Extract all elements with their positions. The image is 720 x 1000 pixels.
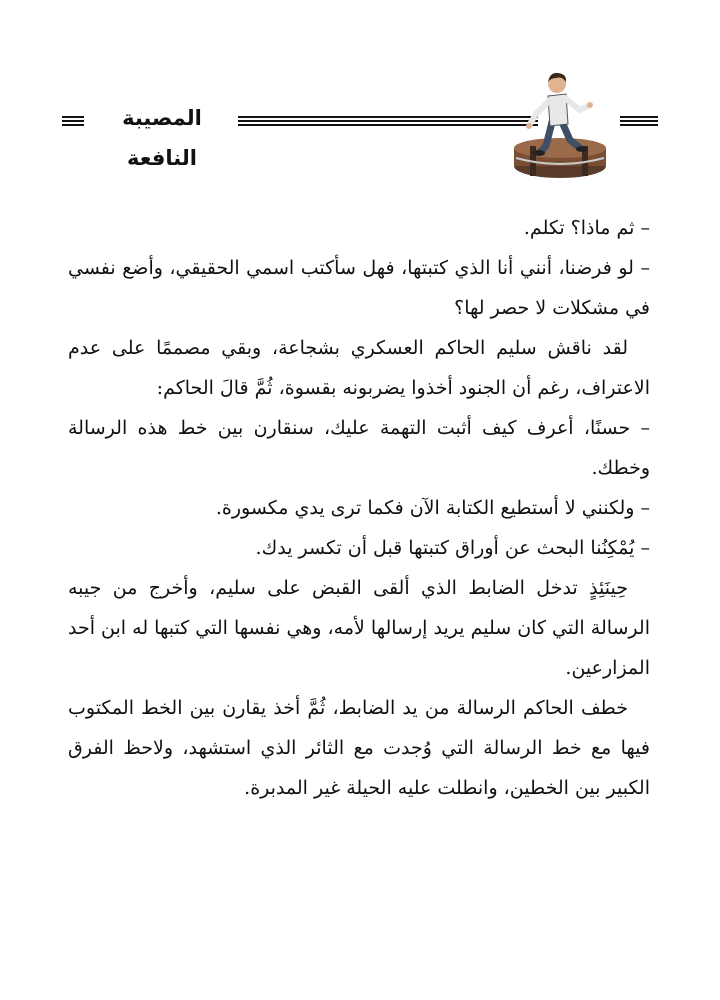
narration-paragraph-3: خطف الحاكم الرسالة من يد الضابط، ثُمَّ أخذ يقارن بين الخط المكتوب فيها مع خط الرسالة التي وُجدت مع الثائر الذي استشهد، ولاحظ الفرق الكبير بين الخطين، وانطلت عليه الحيلة غير المدبرة.: [68, 697, 650, 799]
narration-paragraph-1: لقد ناقش سليم الحاكم العسكري بشجاعة، وبقي مصممًا على عدم الاعتراف، رغم أن الجنود أخذوا يضربونه بقسوة، ثُمَّ قالَ الحاكم:: [68, 337, 650, 399]
dialog-line-3: – حسنًا، أعرف كيف أثبت التهمة عليك، سنقارن بين خط هذه الرسالة وخطك.: [68, 417, 650, 479]
header-rule-middle: [238, 116, 538, 126]
page-header: [40, 70, 660, 180]
dialog-line-4: – ولكنني لا أستطيع الكتابة الآن فكما ترى يدي مكسورة.: [215, 497, 650, 519]
header-rule-left: [62, 116, 84, 126]
boy-on-barrel-illustration: [510, 70, 610, 180]
chapter-title: المصيبة النافعة: [122, 106, 202, 170]
dialog-line-5: – يُمْكِنُنا البحث عن أوراق كتبتها قبل أن تكسر يدك.: [255, 537, 650, 559]
dialog-line-1: – ثم ماذا؟ تكلم.: [523, 217, 650, 239]
header-rule-right: [620, 116, 658, 126]
dialog-line-2: – لو فرضنا، أنني أنا الذي كتبتها، فهل سأكتب اسمي الحقيقي، وأضع نفسي في مشكلات لا حصر لها؟: [68, 257, 650, 319]
narration-paragraph-2: حِينَئِذٍ تدخل الضابط الذي ألقى القبض على سليم، وأخرج من جيبه الرسالة التي كان سليم يريد إرسالها لأمه، وهي نفسها التي كتبها له ابن أحد المزارعين.: [68, 577, 650, 679]
story-text: [68, 208, 650, 808]
